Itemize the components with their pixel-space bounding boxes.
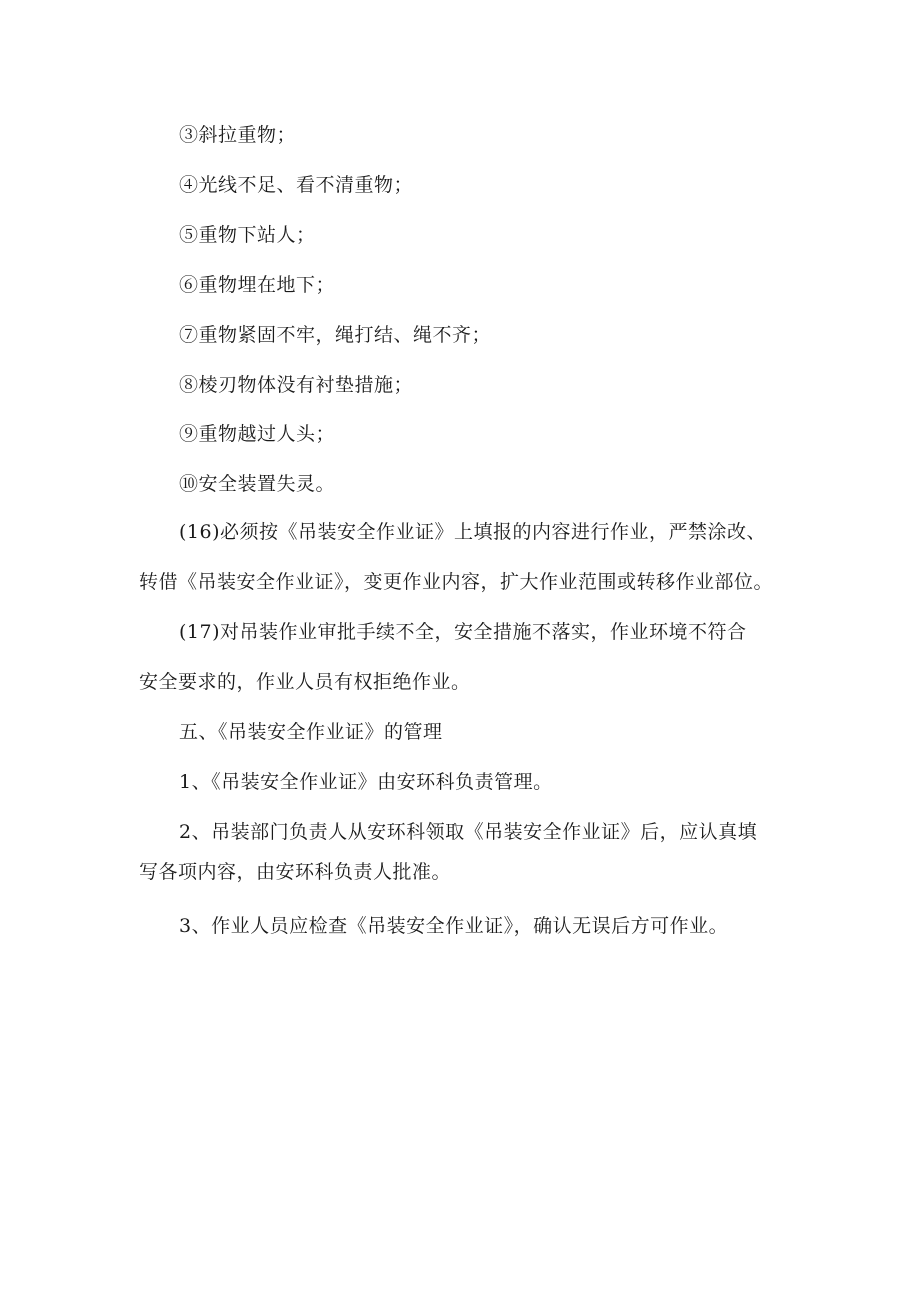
list-item-8: ⑧棱刃物体没有衬垫措施； [179,374,414,396]
list-item-4: ④光线不足、看不清重物； [179,174,414,196]
para-16-line-2: 转借《吊装安全作业证》，变更作业内容，扩大作业范围或转移作业部位。 [139,571,774,593]
para-17-line-2: 安全要求的，作业人员有权拒绝作业。 [139,671,471,693]
list-item-6: ⑥重物埋在地下； [179,274,336,296]
section-5-item-3: 3、作业人员应检查《吊装安全作业证》，确认无误后方可作业。 [179,915,729,937]
para-17-line-1: (17)对吊装作业审批手续不全，安全措施不落实，作业环境不符合 [179,621,747,643]
list-item-7: ⑦重物紧固不牢，绳打结、绳不齐； [179,324,492,346]
para-16-line-1: (16)必须按《吊装安全作业证》上填报的内容进行作业，严禁涂改、 [179,521,767,543]
section-5-item-2-line-2: 写各项内容，由安环科负责人批准。 [139,861,452,883]
list-item-5: ⑤重物下站人； [179,224,316,246]
section-5-item-1: 1、《吊装安全作业证》由安环科负责管理。 [179,771,553,793]
section-5-heading: 五、《吊装安全作业证》的管理 [179,721,443,743]
section-5-item-2-line-1: 2、吊装部门负责人从安环科领取《吊装安全作业证》后，应认真填 [179,821,758,843]
list-item-3: ③斜拉重物； [179,124,297,146]
list-item-9: ⑨重物越过人头； [179,423,336,445]
list-item-10: ⑩安全装置失灵。 [179,473,336,495]
